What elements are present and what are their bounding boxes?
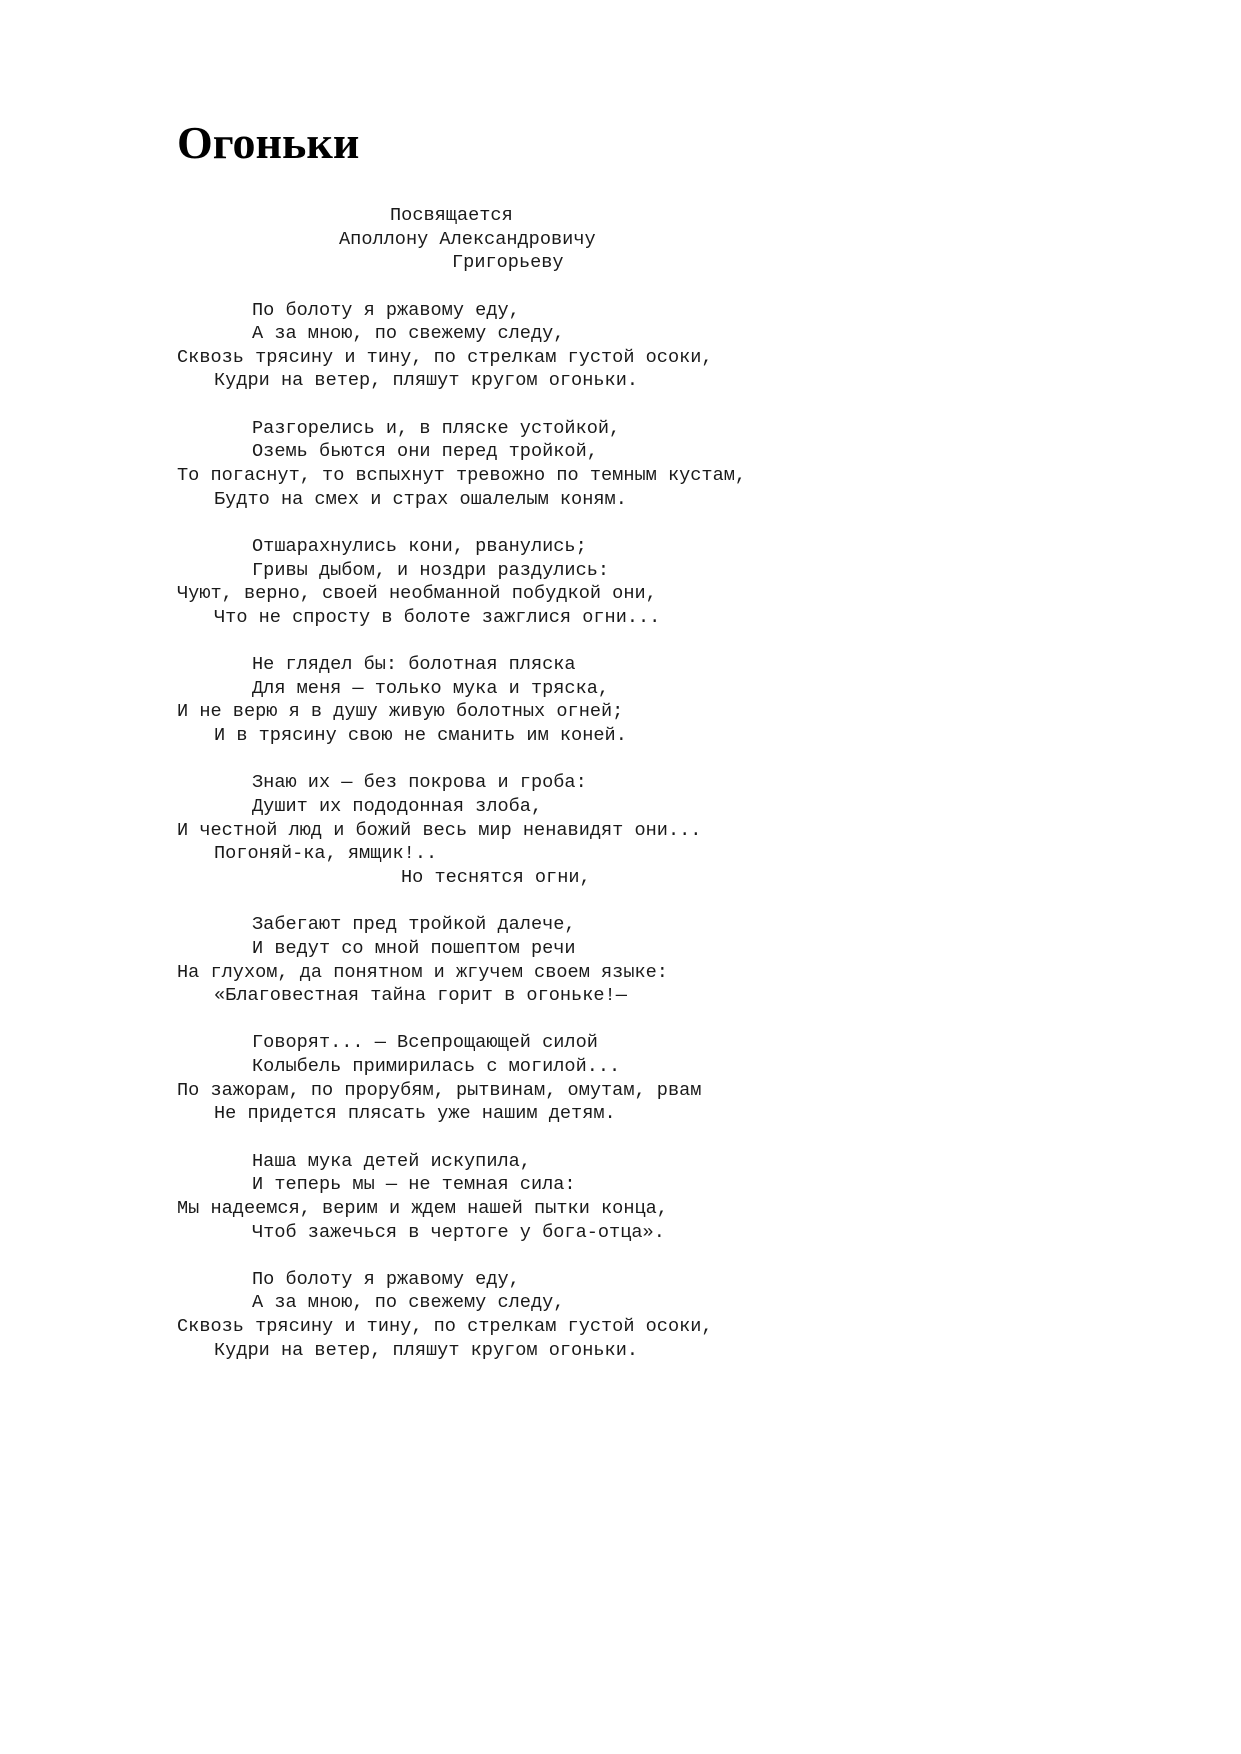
stanza-gap: [177, 393, 746, 417]
poem-line: Сквозь трясину и тину, по стрелкам густой осоки,: [177, 346, 713, 368]
poem-line: Кудри на ветер, пляшут кругом огоньки.: [214, 370, 639, 392]
poem-line: Говорят... — Всепрощающей силой: [252, 1032, 598, 1054]
poem-line: Сквозь трясину и тину, по стрелкам густой осоки,: [177, 1316, 713, 1338]
stanza-gap: [177, 630, 746, 654]
poem-line: А за мною, по свежему следу,: [252, 1292, 565, 1314]
poem-line: И теперь мы — не темная сила:: [252, 1174, 576, 1196]
poem-line: Будто на смех и страх ошалелым коням.: [214, 488, 627, 510]
poem-line: Гривы дыбом, и ноздри раздулись:: [252, 559, 610, 581]
poem-line: Кудри на ветер, пляшут кругом огоньки.: [214, 1339, 639, 1361]
poem-line: По болоту я ржавому еду,: [252, 299, 520, 321]
stanza-gap: [177, 275, 746, 299]
poem-line: «Благовестная тайна горит в огоньке!—: [214, 985, 627, 1007]
poem-line: Душит их пододонная злоба,: [252, 796, 543, 818]
poem-line: Мы надеемся, верим и ждем нашей пытки конца,: [177, 1197, 668, 1219]
poem-body: [177, 204, 746, 1362]
stanza-gap: [177, 890, 746, 914]
stanza-gap: [177, 1126, 746, 1150]
poem-line: Знаю их — без покрова и гроба:: [252, 772, 587, 794]
poem-line: И в трясину свою не сманить им коней.: [214, 725, 627, 747]
poem-line: То погаснут, то вспыхнут тревожно по темным кустам,: [177, 465, 747, 487]
poem-line: По болоту я ржавому еду,: [252, 1268, 520, 1290]
poem-line: Отшарахнулись кони, рванулись;: [252, 535, 587, 557]
poem-line: Чуют, верно, своей необманной побудкой они,: [177, 583, 657, 605]
poem-line: Колыбель примирилась с могилой...: [252, 1056, 621, 1078]
poem-title: Огоньки: [177, 117, 360, 168]
poem-line: Оземь бьются они перед тройкой,: [252, 441, 598, 463]
stanza-gap: [177, 1244, 746, 1268]
dedication-line: Аполлону Александровичу: [339, 228, 596, 250]
stanza-gap: [177, 1008, 746, 1032]
stanza-gap: [177, 511, 746, 535]
poem-line: Разгорелись и, в пляске устойкой,: [252, 417, 621, 439]
poem-line: Погоняй-ка, ямщик!..: [214, 843, 438, 865]
poem-line: И честной люд и божий весь мир ненавидят они...: [177, 819, 702, 841]
dedication-line: Григорьеву: [452, 252, 564, 274]
poem-line: На глухом, да понятном и жгучем своем языке:: [177, 961, 668, 983]
stanza-gap: [177, 748, 746, 772]
poem-line: И ведут со мной пошептом речи: [252, 937, 576, 959]
dedication-line: Посвящается: [390, 205, 513, 226]
poem-line: Не глядел бы: болотная пляска: [252, 654, 576, 676]
poem-line: Чтоб зажечься в чертоге у бога-отца».: [252, 1221, 665, 1243]
poem-line: Забегают пред тройкой далече,: [252, 914, 576, 936]
poem-line: А за мною, по свежему следу,: [252, 323, 565, 345]
poem-line: Что не спросту в болоте зажглися огни...: [214, 606, 661, 628]
poem-line: Наша мука детей искупила,: [252, 1150, 531, 1172]
poem-line: Для меня — только мука и тряска,: [252, 677, 610, 699]
poem-line: Но теснятся огни,: [401, 866, 591, 888]
poem-line: Не придется плясать уже нашим детям.: [214, 1103, 616, 1125]
poem-line: По зажорам, по прорубям, рытвинам, омутам, рвам: [177, 1079, 702, 1101]
poem-line: И не верю я в душу живую болотных огней;: [177, 701, 624, 723]
